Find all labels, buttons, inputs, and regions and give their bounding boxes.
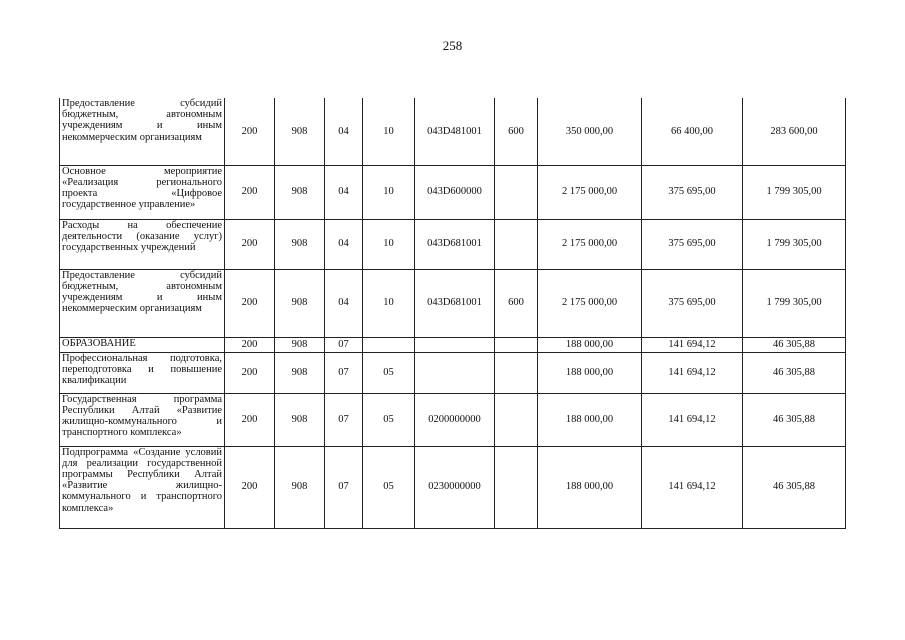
target-article-cell: 043D681001 bbox=[415, 219, 495, 269]
ministry-code-cell: 908 bbox=[275, 337, 325, 352]
remaining-amount-cell: 46 305,88 bbox=[743, 446, 846, 528]
executed-amount-cell: 66 400,00 bbox=[642, 98, 743, 165]
subsection-code-cell: 05 bbox=[363, 352, 415, 393]
planned-amount-cell: 350 000,00 bbox=[538, 98, 642, 165]
target-article-cell: 043D481001 bbox=[415, 98, 495, 165]
line-item-name: Предоставление субсидий бюджетным, автономным учреждениям и иным некоммерческим организациям bbox=[60, 269, 225, 337]
line-item-name: Подпрограмма «Создание условий для реализации государственной программы Республики Алтай «Развитие жилищно-коммунального и транспортного комплекса» bbox=[60, 446, 225, 528]
executed-amount-cell: 141 694,12 bbox=[642, 352, 743, 393]
executed-amount-cell: 141 694,12 bbox=[642, 337, 743, 352]
line-item-name: Расходы на обеспечение деятельности (оказание услуг) государственных учреждений bbox=[60, 219, 225, 269]
ministry-code-cell: 908 bbox=[275, 269, 325, 337]
subsection-code-cell: 05 bbox=[363, 446, 415, 528]
expense-type-cell: 600 bbox=[495, 269, 538, 337]
column-code-cell: 200 bbox=[225, 337, 275, 352]
target-article-cell: 043D681001 bbox=[415, 269, 495, 337]
column-code-cell: 200 bbox=[225, 165, 275, 219]
ministry-code-cell: 908 bbox=[275, 98, 325, 165]
planned-amount-cell: 188 000,00 bbox=[538, 446, 642, 528]
subsection-code-cell: 10 bbox=[363, 269, 415, 337]
expense-type-cell bbox=[495, 337, 538, 352]
target-article-cell: 0230000000 bbox=[415, 446, 495, 528]
section-code-cell: 07 bbox=[325, 393, 363, 446]
expense-type-cell bbox=[495, 165, 538, 219]
ministry-code-cell: 908 bbox=[275, 165, 325, 219]
planned-amount-cell: 2 175 000,00 bbox=[538, 219, 642, 269]
column-code-cell: 200 bbox=[225, 269, 275, 337]
ministry-code-cell: 908 bbox=[275, 446, 325, 528]
section-code-cell: 07 bbox=[325, 352, 363, 393]
planned-amount-cell: 188 000,00 bbox=[538, 337, 642, 352]
executed-amount-cell: 375 695,00 bbox=[642, 219, 743, 269]
target-article-cell: 043D600000 bbox=[415, 165, 495, 219]
remaining-amount-cell: 46 305,88 bbox=[743, 393, 846, 446]
planned-amount-cell: 188 000,00 bbox=[538, 352, 642, 393]
target-article-cell bbox=[415, 337, 495, 352]
expense-type-cell bbox=[495, 219, 538, 269]
line-item-name: ОБРАЗОВАНИЕ bbox=[60, 337, 225, 352]
target-article-cell bbox=[415, 352, 495, 393]
planned-amount-cell: 2 175 000,00 bbox=[538, 165, 642, 219]
subsection-code-cell bbox=[363, 337, 415, 352]
expense-type-cell bbox=[495, 446, 538, 528]
ministry-code-cell: 908 bbox=[275, 393, 325, 446]
target-article-cell: 0200000000 bbox=[415, 393, 495, 446]
line-item-name: Основное мероприятие «Реализация регионального проекта «Цифровое государственное управление» bbox=[60, 165, 225, 219]
remaining-amount-cell: 46 305,88 bbox=[743, 352, 846, 393]
column-code-cell: 200 bbox=[225, 98, 275, 165]
remaining-amount-cell: 1 799 305,00 bbox=[743, 269, 846, 337]
table-row bbox=[60, 352, 846, 393]
table-row bbox=[60, 219, 846, 269]
budget-table bbox=[59, 98, 846, 529]
table-row bbox=[60, 269, 846, 337]
table-row bbox=[60, 393, 846, 446]
executed-amount-cell: 141 694,12 bbox=[642, 446, 743, 528]
subsection-code-cell: 05 bbox=[363, 393, 415, 446]
column-code-cell: 200 bbox=[225, 446, 275, 528]
ministry-code-cell: 908 bbox=[275, 352, 325, 393]
section-code-cell: 07 bbox=[325, 446, 363, 528]
subsection-code-cell: 10 bbox=[363, 165, 415, 219]
column-code-cell: 200 bbox=[225, 352, 275, 393]
expense-type-cell bbox=[495, 352, 538, 393]
executed-amount-cell: 375 695,00 bbox=[642, 165, 743, 219]
remaining-amount-cell: 1 799 305,00 bbox=[743, 165, 846, 219]
line-item-name: Государственная программа Республики Алтай «Развитие жилищно-коммунального и транспортного комплекса» bbox=[60, 393, 225, 446]
section-code-cell: 04 bbox=[325, 165, 363, 219]
section-code-cell: 04 bbox=[325, 98, 363, 165]
subsection-code-cell: 10 bbox=[363, 219, 415, 269]
expense-type-cell: 600 bbox=[495, 98, 538, 165]
remaining-amount-cell: 46 305,88 bbox=[743, 337, 846, 352]
executed-amount-cell: 141 694,12 bbox=[642, 393, 743, 446]
section-code-cell: 04 bbox=[325, 219, 363, 269]
section-code-cell: 07 bbox=[325, 337, 363, 352]
planned-amount-cell: 188 000,00 bbox=[538, 393, 642, 446]
planned-amount-cell: 2 175 000,00 bbox=[538, 269, 642, 337]
remaining-amount-cell: 1 799 305,00 bbox=[743, 219, 846, 269]
column-code-cell: 200 bbox=[225, 393, 275, 446]
column-code-cell: 200 bbox=[225, 219, 275, 269]
section-code-cell: 04 bbox=[325, 269, 363, 337]
executed-amount-cell: 375 695,00 bbox=[642, 269, 743, 337]
table-row bbox=[60, 446, 846, 528]
ministry-code-cell: 908 bbox=[275, 219, 325, 269]
subsection-code-cell: 10 bbox=[363, 98, 415, 165]
table-row bbox=[60, 165, 846, 219]
expense-type-cell bbox=[495, 393, 538, 446]
table-row bbox=[60, 337, 846, 352]
line-item-name: Предоставление субсидий бюджетным, автономным учреждениям и иным некоммерческим организациям bbox=[60, 98, 225, 165]
remaining-amount-cell: 283 600,00 bbox=[743, 98, 846, 165]
line-item-name: Профессиональная подготовка, переподготовка и повышение квалификации bbox=[60, 352, 225, 393]
table-row bbox=[60, 98, 846, 165]
page-number: 258 bbox=[442, 38, 463, 53]
